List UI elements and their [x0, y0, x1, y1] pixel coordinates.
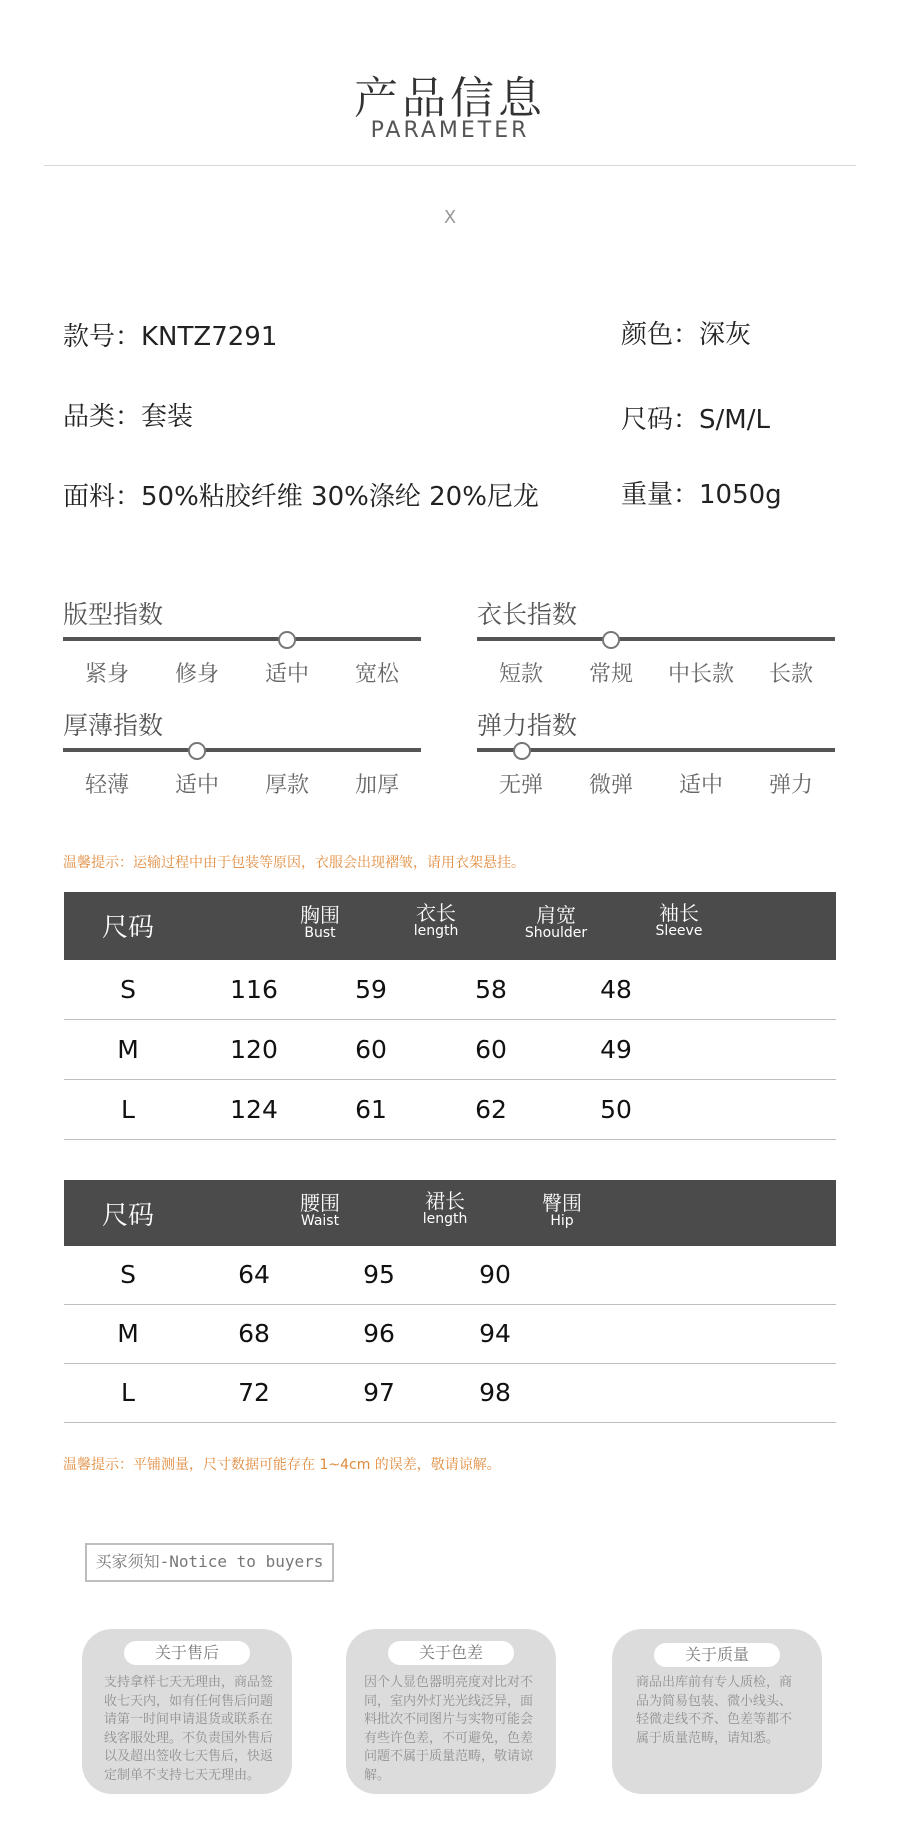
table-cell: 98: [479, 1378, 511, 1407]
length-index: [477, 595, 835, 685]
column-cn: 臀围: [542, 1191, 582, 1215]
length-column-header: [372, 902, 500, 939]
column-en: Shoulder: [524, 925, 588, 941]
color-difference-card-title: 关于色差: [388, 1641, 514, 1665]
length-index-knob: [602, 631, 620, 649]
length-index-track: [477, 637, 835, 641]
thickness-index-track: [63, 748, 421, 752]
table-cell: 72: [238, 1378, 270, 1407]
table-cell: 50: [600, 1095, 632, 1124]
thickness-label: 轻薄: [84, 773, 129, 798]
size-cell: S: [120, 975, 136, 1004]
elasticity-label: 微弹: [588, 773, 633, 798]
length-label: 长款: [768, 662, 813, 687]
quality-card: [612, 1629, 822, 1794]
after-sales-card-title: 关于售后: [124, 1641, 250, 1665]
fit-index: [63, 595, 421, 685]
length-label: 中长款: [667, 662, 734, 687]
size-cell: M: [117, 1319, 139, 1348]
table-row: [64, 1364, 836, 1423]
table-cell: 94: [479, 1319, 511, 1348]
table-cell: 95: [363, 1260, 395, 1289]
table-cell: 90: [479, 1260, 511, 1289]
column-en: Sleeve: [655, 923, 703, 939]
thickness-index-labels: [63, 768, 421, 799]
size-cell: L: [121, 1095, 135, 1124]
after-sales-card: [82, 1629, 292, 1794]
table-row: [64, 1080, 836, 1140]
column-cn: 衣长: [416, 901, 456, 925]
table-cell: 62: [475, 1095, 507, 1124]
table-cell: 96: [363, 1319, 395, 1348]
table-cell: 120: [230, 1035, 278, 1064]
skirt-length-column-header: [381, 1190, 509, 1227]
table-row: [64, 1020, 836, 1080]
table-cell: 124: [230, 1095, 278, 1124]
elasticity-index-labels: [477, 768, 835, 799]
table-cell: 60: [475, 1035, 507, 1064]
table-cell: 60: [355, 1035, 387, 1064]
size-info: 尺码：S/M/L: [621, 405, 770, 435]
table-body: [64, 1246, 836, 1423]
table-header: [64, 1180, 836, 1246]
column-en: Hip: [550, 1213, 574, 1229]
table-cell: 48: [600, 975, 632, 1004]
thickness-index: [63, 706, 421, 796]
header-divider: [44, 165, 856, 166]
table-row: [64, 1305, 836, 1364]
measure-tip: 温馨提示：平铺测量，尺寸数据可能存在 1~4cm 的误差，敬请谅解。: [63, 1457, 501, 1473]
length-label: 常规: [588, 662, 633, 687]
fit-label: 适中: [264, 662, 309, 687]
fit-index-title: 版型指数: [63, 600, 164, 629]
notice-title: 买家须知-Notice to buyers: [85, 1543, 334, 1582]
page-title: 产品信息: [354, 73, 546, 124]
elasticity-index: [477, 706, 835, 796]
size-cell: S: [120, 1260, 136, 1289]
table-header: [64, 892, 836, 960]
column-cn: 裙长: [425, 1189, 465, 1213]
table-cell: 49: [600, 1035, 632, 1064]
table-body: [64, 960, 836, 1140]
table-row: [64, 1246, 836, 1305]
style-number: 款号：KNTZ7291: [63, 322, 278, 352]
fabric-info: 面料：50%粘胶纤维 30%涤纶 20%尼龙: [63, 482, 539, 512]
fit-index-labels: [63, 657, 421, 688]
shipping-tip: 温馨提示：运输过程中由于包装等原因，衣服会出现褶皱，请用衣架悬挂。: [63, 855, 525, 871]
color-info: 颜色：深灰: [621, 320, 752, 350]
column-en: Waist: [300, 1213, 340, 1229]
elasticity-label: 无弹: [498, 773, 543, 798]
size-table-top: [64, 892, 836, 1140]
length-index-labels: [477, 657, 835, 688]
table-row: [64, 960, 836, 1020]
color-difference-card-text: 因个人显色器明亮度对比对不同，室内外灯光光线泛异，面料批次不同图片与实物可能会有些许色差，不可避免，色差问题不属于质量范畴，敬请谅解。: [364, 1675, 534, 1783]
column-cn: 袖长: [659, 901, 699, 925]
length-label: 短款: [498, 662, 543, 687]
quality-card-title: 关于质量: [654, 1643, 780, 1667]
size-column-header: 尺码: [101, 913, 154, 943]
column-en: length: [413, 923, 459, 939]
size-column-header: 尺码: [101, 1201, 154, 1231]
thickness-label: 加厚: [354, 773, 399, 798]
table-cell: 68: [238, 1319, 270, 1348]
table-cell: 64: [238, 1260, 270, 1289]
size-cell: M: [117, 1035, 139, 1064]
color-difference-card: [346, 1629, 556, 1794]
column-en: Bust: [304, 925, 336, 941]
elasticity-label: 适中: [678, 773, 723, 798]
column-en: length: [422, 1211, 468, 1227]
fit-index-knob: [278, 631, 296, 649]
elasticity-label: 弹力: [768, 773, 813, 798]
sleeve-column-header: [615, 902, 743, 939]
weight-info: 重量：1050g: [621, 480, 782, 510]
length-index-title: 衣长指数: [477, 600, 578, 629]
fit-label: 宽松: [354, 662, 399, 687]
shoulder-column-header: [492, 904, 620, 941]
size-table-bottom: [64, 1180, 836, 1423]
bust-column-header: [256, 904, 384, 941]
elasticity-index-title: 弹力指数: [477, 711, 578, 740]
quality-card-text: 商品出库前有专人质检，商品为简易包装、微小线头、轻微走线不齐、色差等都不属于质量范畴，请知悉。: [636, 1675, 793, 1746]
thickness-index-knob: [188, 742, 206, 760]
hip-column-header: [498, 1192, 626, 1229]
size-cell: L: [121, 1378, 135, 1407]
table-cell: 59: [355, 975, 387, 1004]
table-cell: 61: [355, 1095, 387, 1124]
thickness-label: 适中: [174, 773, 219, 798]
table-cell: 58: [475, 975, 507, 1004]
column-cn: 胸围: [300, 903, 340, 927]
table-cell: 116: [230, 975, 278, 1004]
category-info: 品类：套装: [63, 402, 194, 432]
header-mark: X: [443, 207, 457, 228]
fit-label: 修身: [174, 662, 219, 687]
fit-label: 紧身: [84, 662, 129, 687]
after-sales-card-text: 支持拿样七天无理由，商品签收七天内，如有任何售后问题请第一时间申请退货或联系在线客服处理。不负责国外售后以及超出签收七天售后，快返定制单不支持七天无理由。: [104, 1675, 274, 1783]
elasticity-index-knob: [513, 742, 531, 760]
column-cn: 肩宽: [536, 903, 576, 927]
waist-column-header: [256, 1192, 384, 1229]
thickness-label: 厚款: [264, 773, 309, 798]
table-cell: 97: [363, 1378, 395, 1407]
thickness-index-title: 厚薄指数: [63, 711, 164, 740]
page-subtitle: PARAMETER: [370, 118, 530, 143]
fit-index-track: [63, 637, 421, 641]
column-cn: 腰围: [300, 1191, 340, 1215]
